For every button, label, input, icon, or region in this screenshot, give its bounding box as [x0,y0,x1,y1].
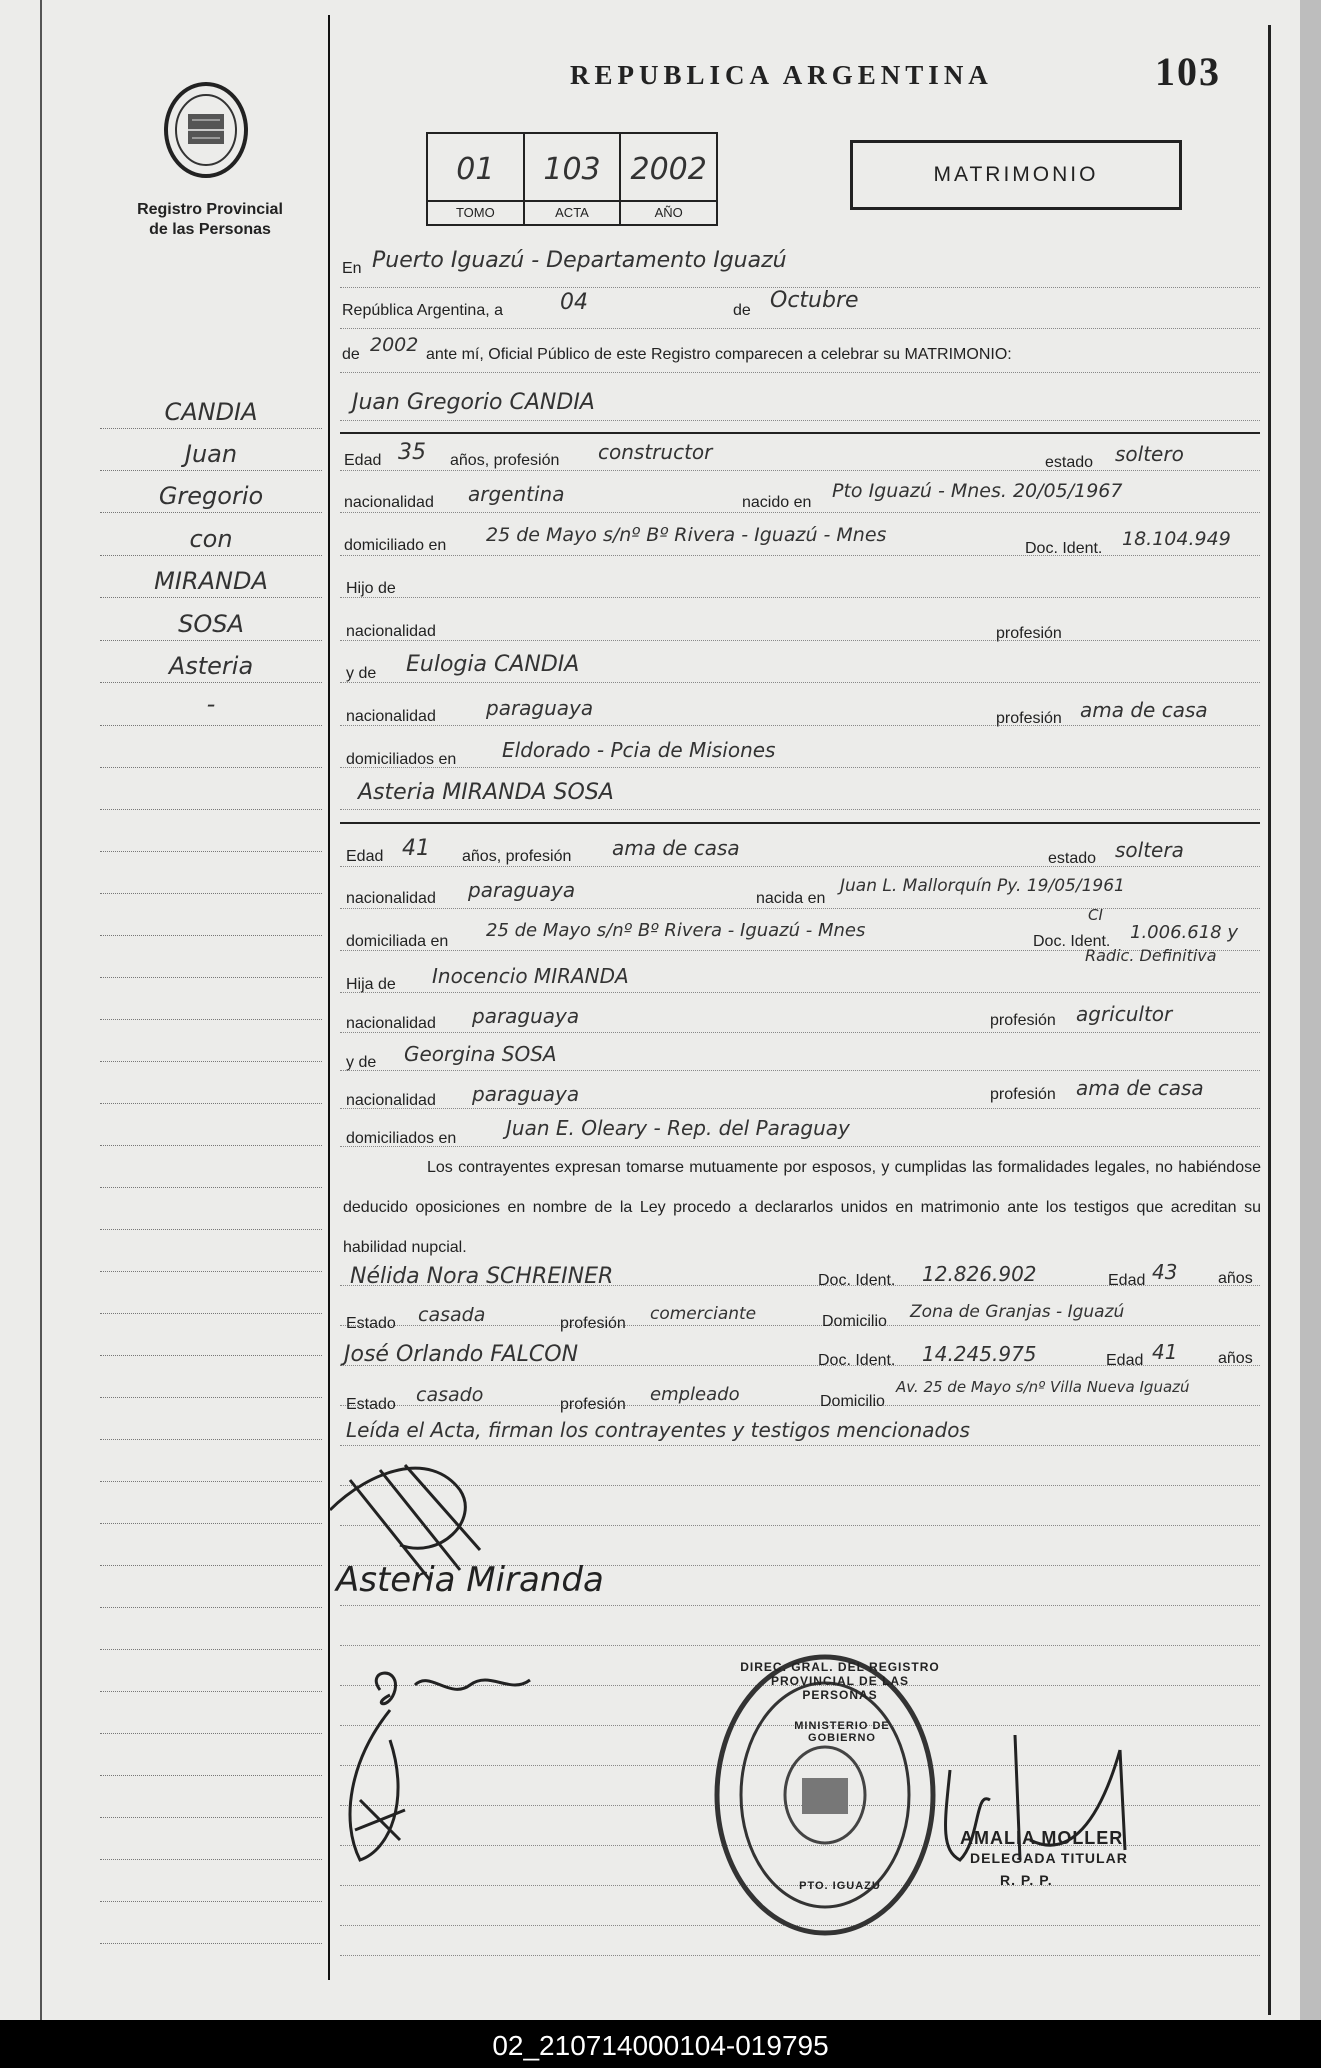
form-rule [340,512,1260,513]
label-mother: y de [346,665,377,682]
margin-rule [100,1775,322,1776]
tomo-label: TOMO [428,200,523,224]
label-mother-nacionalidad: nacionalidad [346,708,436,725]
witness2-address: Av. 25 de Mayo s/nº Villa Nueva Iguazú [896,1378,1190,1396]
label-nacionalidad: nacionalidad [346,890,436,907]
groom-name: Juan Gregorio CANDIA [352,390,595,415]
label-estado: estado [1045,454,1094,471]
form-rule [340,420,1260,421]
label-edad: Edad [344,452,382,469]
acta-cell [525,134,622,224]
label-edad: Edad [1106,1352,1144,1369]
groom-age: 35 [398,440,426,465]
margin-rule [100,1229,322,1230]
witness1-profession: comerciante [650,1304,757,1324]
form-rule [340,1070,1260,1071]
witness2-age: 41 [1152,1340,1178,1364]
form-rule [340,372,1260,373]
bride-parents-address: Juan E. Oleary - Rep. del Paraguay [506,1116,850,1140]
bride-age: 41 [402,836,430,861]
label-nacido: nacido en [742,494,812,511]
month-value: Octubre [770,288,859,313]
ano-label: AÑO [621,200,716,224]
form-rule [340,1955,1260,1956]
margin-surname2-bride: SOSA [178,610,244,638]
label-de-year: de [342,346,360,363]
witness2-profession: empleado [650,1384,740,1405]
form-rule [340,470,1260,471]
place-value: Puerto Iguazú - Departamento Iguazú [372,248,787,273]
label-domicilio: Domicilio [820,1393,885,1410]
margin-rule [100,767,322,768]
label-father-profesion: profesión [996,625,1062,642]
margin-rule [100,1103,322,1104]
margin-firstname-bride: Asteria [168,652,254,680]
margin-rule [100,1313,322,1314]
form-rule [340,1645,1260,1646]
margin-rule [100,428,322,429]
binding-line [40,0,42,2020]
closing-statement: Leída el Acta, firman los contrayentes y testigos mencionados [346,1418,970,1442]
bride-doc: 1.006.618 y [1130,922,1238,943]
groom-parents-address: Eldorado - Pcia de Misiones [502,738,776,762]
scan-id: 02_210714000104-019795 [492,2030,829,2061]
label-father-nacionalidad: nacionalidad [346,623,436,640]
margin-con: con [189,525,233,553]
form-rule [340,866,1260,867]
margin-rule [100,893,322,894]
form-rule [340,328,1260,329]
form-rule [340,1605,1260,1606]
witness1-age: 43 [1152,1260,1178,1284]
label-estado: estado [1048,850,1097,867]
bride-signature: Asteria Miranda [336,1560,604,1600]
margin-rule [100,1691,322,1692]
label-edad: Edad [1108,1272,1146,1289]
label-doc: Doc. Ident. [1033,933,1111,950]
label-mother: y de [346,1054,377,1071]
country-heading: REPUBLICA ARGENTINA [570,60,993,90]
groom-birth: Pto Iguazú - Mnes. 20/05/1967 [832,480,1123,502]
margin-rule [100,1061,322,1062]
label-father-profesion: profesión [990,1012,1056,1029]
margin-rule [100,1565,322,1566]
form-rule [340,1032,1260,1033]
bride-father-nationality: paraguaya [472,1004,580,1028]
margin-rule [100,1019,322,1020]
registry-name-line1: Registro Provincial [137,201,283,218]
groom-mother-nationality: paraguaya [486,696,594,720]
officer-title: DELEGADA TITULAR [970,1850,1128,1866]
margin-rule [100,1859,322,1860]
registry-name [110,200,310,240]
margin-rule [100,1649,322,1650]
ano-value: 2002 [630,152,707,187]
margin-firstname-groom: Juan [184,440,238,468]
margin-rule [100,1187,322,1188]
bride-birth: Juan L. Mallorquín Py. 19/05/1961 [840,876,1125,896]
bride-mother-nationality: paraguaya [472,1082,580,1106]
margin-rule [100,512,322,513]
margin-rule [100,809,322,810]
label-anos: años [1218,1350,1253,1367]
label-profesion: años, profesión [462,848,572,865]
groom-address: 25 de Mayo s/nº Bº Rivera - Iguazú - Mnes [486,524,887,546]
acta-value: 103 [543,152,601,187]
margin-rule [100,1439,322,1440]
margin-rule [100,1355,322,1356]
label-profesion: profesión [560,1315,626,1332]
margin-rule [100,1145,322,1146]
book-edge [1300,0,1321,2020]
margin-rule [100,682,322,683]
label-estado: Estado [346,1396,396,1413]
margin-divider [328,15,330,1980]
margin-rule [100,1271,322,1272]
form-rule [340,640,1260,641]
record-type-box: MATRIMONIO [850,140,1182,210]
year-value: 2002 [370,334,419,356]
label-estado: Estado [346,1315,396,1332]
margin-rule [100,470,322,471]
form-rule [340,767,1260,768]
margin-surname-groom: CANDIA [164,398,258,426]
label-profesion: años, profesión [450,452,560,469]
margin-rule [100,935,322,936]
ano-cell [621,134,716,224]
margin-rule [100,851,322,852]
margin-rule [100,725,322,726]
label-doc: Doc. Ident. [818,1272,896,1289]
form-rule [340,1108,1260,1109]
margin-rule [100,1607,322,1608]
label-republica: República Argentina, a [342,302,503,319]
form-rule [340,992,1260,993]
label-parents-domicilio: domiciliados en [346,1130,457,1147]
witness2-name: José Orlando FALCON [344,1342,579,1367]
bride-father-profession: agricultor [1076,1002,1173,1026]
acta-label: ACTA [525,200,620,224]
groom-status: soltero [1115,442,1184,466]
bride-mother-profession: ama de casa [1076,1076,1204,1100]
officer-unit: R. P. P. [1000,1872,1053,1888]
label-doc: Doc. Ident. [818,1352,896,1369]
registry-name-line2: de las Personas [149,221,271,238]
label-de-month: de [733,302,751,319]
label-profesion: profesión [560,1396,626,1413]
form-rule [340,682,1260,683]
label-en: En [342,260,362,277]
margin-rule [100,555,322,556]
witness2-status: casado [416,1384,484,1406]
margin-rule [100,1943,322,1944]
groom-doc: 18.104.949 [1122,528,1231,550]
page-border-right [1268,25,1271,2015]
form-rule [340,809,1260,810]
bride-father: Inocencio MIRANDA [432,964,629,988]
label-parents-domicilio: domiciliados en [346,751,457,768]
label-mother-profesion: profesión [996,710,1062,727]
stamp-place-text: PTO. IGUAZU [799,1880,881,1892]
margin-rule [100,640,322,641]
day-value: 04 [560,290,588,315]
officer-name: AMALIA MOLLER [960,1828,1124,1848]
record-number-box [426,132,718,226]
label-domicilio: Domicilio [822,1313,887,1330]
bride-nationality: paraguaya [468,878,576,902]
page-number: 103 [1155,49,1221,94]
form-rule [340,1445,1260,1446]
province-seal-icon [162,80,250,180]
label-father-nacionalidad: nacionalidad [346,1015,436,1032]
declaration-paragraph: Los contrayentes expresan tomarse mutuamente por esposos, y cumplidas las formalidades legales, no habiéndose deducido oposiciones en nombre de la Ley procedo a declararlos unidos en matrimonio ante los testigos que acreditan su habilidad nupcial. [343,1159,1261,1256]
witness1-name: Nélida Nora SCHREINER [350,1264,614,1289]
label-mother-nacionalidad: nacionalidad [346,1092,436,1109]
witness1-doc: 12.826.902 [922,1262,1037,1286]
stamp-ring-text: DIREC. GRAL. DEL REGISTRO PROVINCIAL DE LAS PERSONAS [740,1660,940,1702]
tomo-value: 01 [456,152,495,187]
bride-doc-note: Radic. Definitiva [1085,946,1217,965]
margin-rule [100,1817,322,1818]
appearance-statement: ante mí, Oficial Público de este Registro comparecen a celebrar su MATRIMONIO: [426,346,1012,363]
groom-nationality: argentina [468,482,565,506]
form-rule [340,908,1260,909]
label-hija: Hija de [346,976,396,993]
label-nacida: nacida en [756,890,826,907]
label-mother-profesion: profesión [990,1086,1056,1103]
bride-doc-prefix: CI [1088,906,1103,924]
form-rule [340,725,1260,726]
bride-profession: ama de casa [612,836,740,860]
groom-profession: constructor [598,440,713,464]
groom-mother: Eulogia CANDIA [406,652,580,677]
margin-rule [100,597,322,598]
label-hijo: Hijo de [346,580,396,597]
witness-signature-2 [330,1700,430,1870]
section-separator [340,432,1260,434]
witness1-status: casada [418,1304,486,1326]
form-rule [340,597,1260,598]
margin-rule [100,977,322,978]
bride-name: Asteria MIRANDA SOSA [358,780,614,805]
officer-signature [920,1730,1140,1890]
margin-rule [100,1397,322,1398]
form-rule [340,1146,1260,1147]
tomo-cell [428,134,525,224]
margin-rule [100,1733,322,1734]
witness2-doc: 14.245.975 [922,1342,1037,1366]
margin-dash: - [206,690,216,718]
bride-status: soltera [1115,838,1184,862]
form-rule [340,555,1260,556]
label-domiciliada: domiciliada en [346,933,449,950]
bride-mother: Georgina SOSA [404,1042,557,1066]
groom-mother-profession: ama de casa [1080,698,1208,722]
witness1-address: Zona de Granjas - Iguazú [910,1302,1125,1322]
label-anos: años [1218,1270,1253,1287]
label-nacionalidad: nacionalidad [344,494,434,511]
margin-middlename-groom: Gregorio [158,482,264,510]
margin-rule [100,1523,322,1524]
margin-rule [100,1901,322,1902]
section-separator [340,822,1260,824]
margin-rule [100,1481,322,1482]
bride-address: 25 de Mayo s/nº Bº Rivera - Iguazú - Mnes [486,920,866,941]
label-domiciliado: domiciliado en [344,537,447,554]
label-edad: Edad [346,848,384,865]
label-doc: Doc. Ident. [1025,540,1103,557]
margin-surname-bride: MIRANDA [154,567,268,595]
stamp-inner-text: MINISTERIO DE GOBIERNO [794,1720,890,1744]
